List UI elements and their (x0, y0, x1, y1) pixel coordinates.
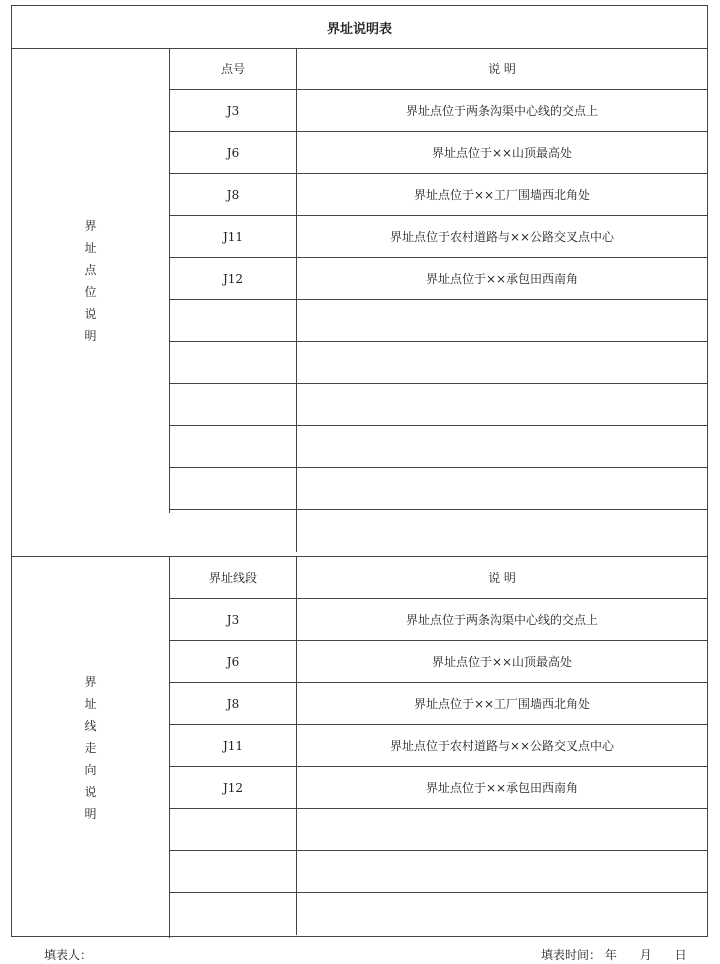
point-id-cell (170, 384, 297, 425)
description-cell: 界址点位于××山顶最高处 (431, 655, 573, 669)
description-header: 说 明 (488, 62, 516, 76)
table-row (170, 216, 707, 258)
section-label-char: 走 (84, 740, 97, 755)
points-rows (170, 48, 707, 552)
description-cell: 界址点位于农村道路与××公路交叉点中心 (389, 230, 615, 244)
table-row (170, 468, 707, 510)
point-number-header: 点号 (170, 48, 297, 89)
filler-label: 填表人： (44, 948, 93, 962)
table-row (170, 132, 707, 174)
section-label-char: 向 (84, 762, 97, 777)
section-label-char: 界 (84, 674, 97, 689)
description-cell: 界址点位于××承包田西南角 (425, 272, 579, 286)
section-label-char: 说 (84, 784, 97, 799)
point-id-cell: J8 (170, 683, 297, 724)
section-label-char: 明 (84, 328, 97, 343)
points-section (12, 48, 707, 513)
description-cell (297, 468, 707, 509)
table-row (170, 725, 707, 767)
table-row (170, 893, 707, 935)
table-row (170, 90, 707, 132)
points-header-row (170, 48, 707, 90)
date-label: 填表时间： (541, 948, 602, 962)
table-row (170, 809, 707, 851)
table-row (170, 384, 707, 426)
point-id-cell: J3 (170, 599, 297, 640)
section-label-char: 址 (84, 696, 97, 711)
point-id-cell (170, 468, 297, 509)
table-row (170, 641, 707, 683)
point-id-cell (170, 809, 297, 850)
point-id-cell (170, 893, 297, 935)
description-cell (297, 426, 707, 467)
year-label: 年 (604, 948, 617, 962)
description-cell (297, 384, 707, 425)
description-cell: 界址点位于两条沟渠中心线的交点上 (405, 613, 598, 627)
description-cell (297, 851, 707, 892)
lines-section-label (12, 557, 170, 938)
description-cell (297, 510, 707, 552)
points-section-label (12, 48, 170, 513)
section-label-char: 线 (84, 718, 97, 733)
point-id-cell: J6 (170, 641, 297, 682)
table-row (170, 851, 707, 893)
description-cell (297, 893, 707, 935)
section-label-char: 说 (84, 306, 97, 321)
section-label-char: 界 (84, 218, 97, 233)
description-cell: 界址点位于农村道路与××公路交叉点中心 (389, 739, 615, 753)
section-label-char: 明 (84, 806, 97, 821)
point-id-cell: J6 (170, 132, 297, 173)
description-cell: 界址点位于××工厂围墙西北角处 (413, 697, 591, 711)
section-label-char: 址 (84, 240, 97, 255)
point-id-cell: J11 (170, 725, 297, 766)
point-id-cell: J12 (170, 767, 297, 808)
point-id-cell (170, 851, 297, 892)
table-row (170, 426, 707, 468)
lines-section (12, 557, 707, 938)
description-cell: 界址点位于××工厂围墙西北角处 (413, 188, 591, 202)
table-row (170, 767, 707, 809)
description-cell: 界址点位于两条沟渠中心线的交点上 (405, 104, 598, 118)
table-title: 界址说明表 (12, 6, 707, 49)
point-id-cell (170, 342, 297, 383)
table-row (170, 174, 707, 216)
description-cell (297, 300, 707, 341)
lines-header-row (170, 557, 707, 599)
point-id-cell: J11 (170, 216, 297, 257)
table-frame (11, 5, 708, 937)
point-id-cell (170, 426, 297, 467)
description-cell: 界址点位于××承包田西南角 (425, 781, 579, 795)
table-row (170, 510, 707, 552)
lines-rows (170, 557, 707, 935)
section-label-char: 点 (84, 262, 97, 277)
fill-date (541, 946, 687, 963)
description-header: 说 明 (488, 571, 516, 585)
table-row (170, 342, 707, 384)
table-row (170, 258, 707, 300)
day-label: 日 (674, 948, 687, 962)
table-row (170, 599, 707, 641)
line-segment-header: 界址线段 (170, 557, 297, 598)
point-id-cell: J3 (170, 90, 297, 131)
description-cell: 界址点位于××山顶最高处 (431, 146, 573, 160)
point-id-cell (170, 510, 297, 552)
description-cell (297, 342, 707, 383)
section-label-char: 位 (84, 284, 97, 299)
point-id-cell: J8 (170, 174, 297, 215)
point-id-cell (170, 300, 297, 341)
point-id-cell: J12 (170, 258, 297, 299)
table-row (170, 683, 707, 725)
month-label: 月 (639, 948, 652, 962)
table-row (170, 300, 707, 342)
description-cell (297, 809, 707, 850)
